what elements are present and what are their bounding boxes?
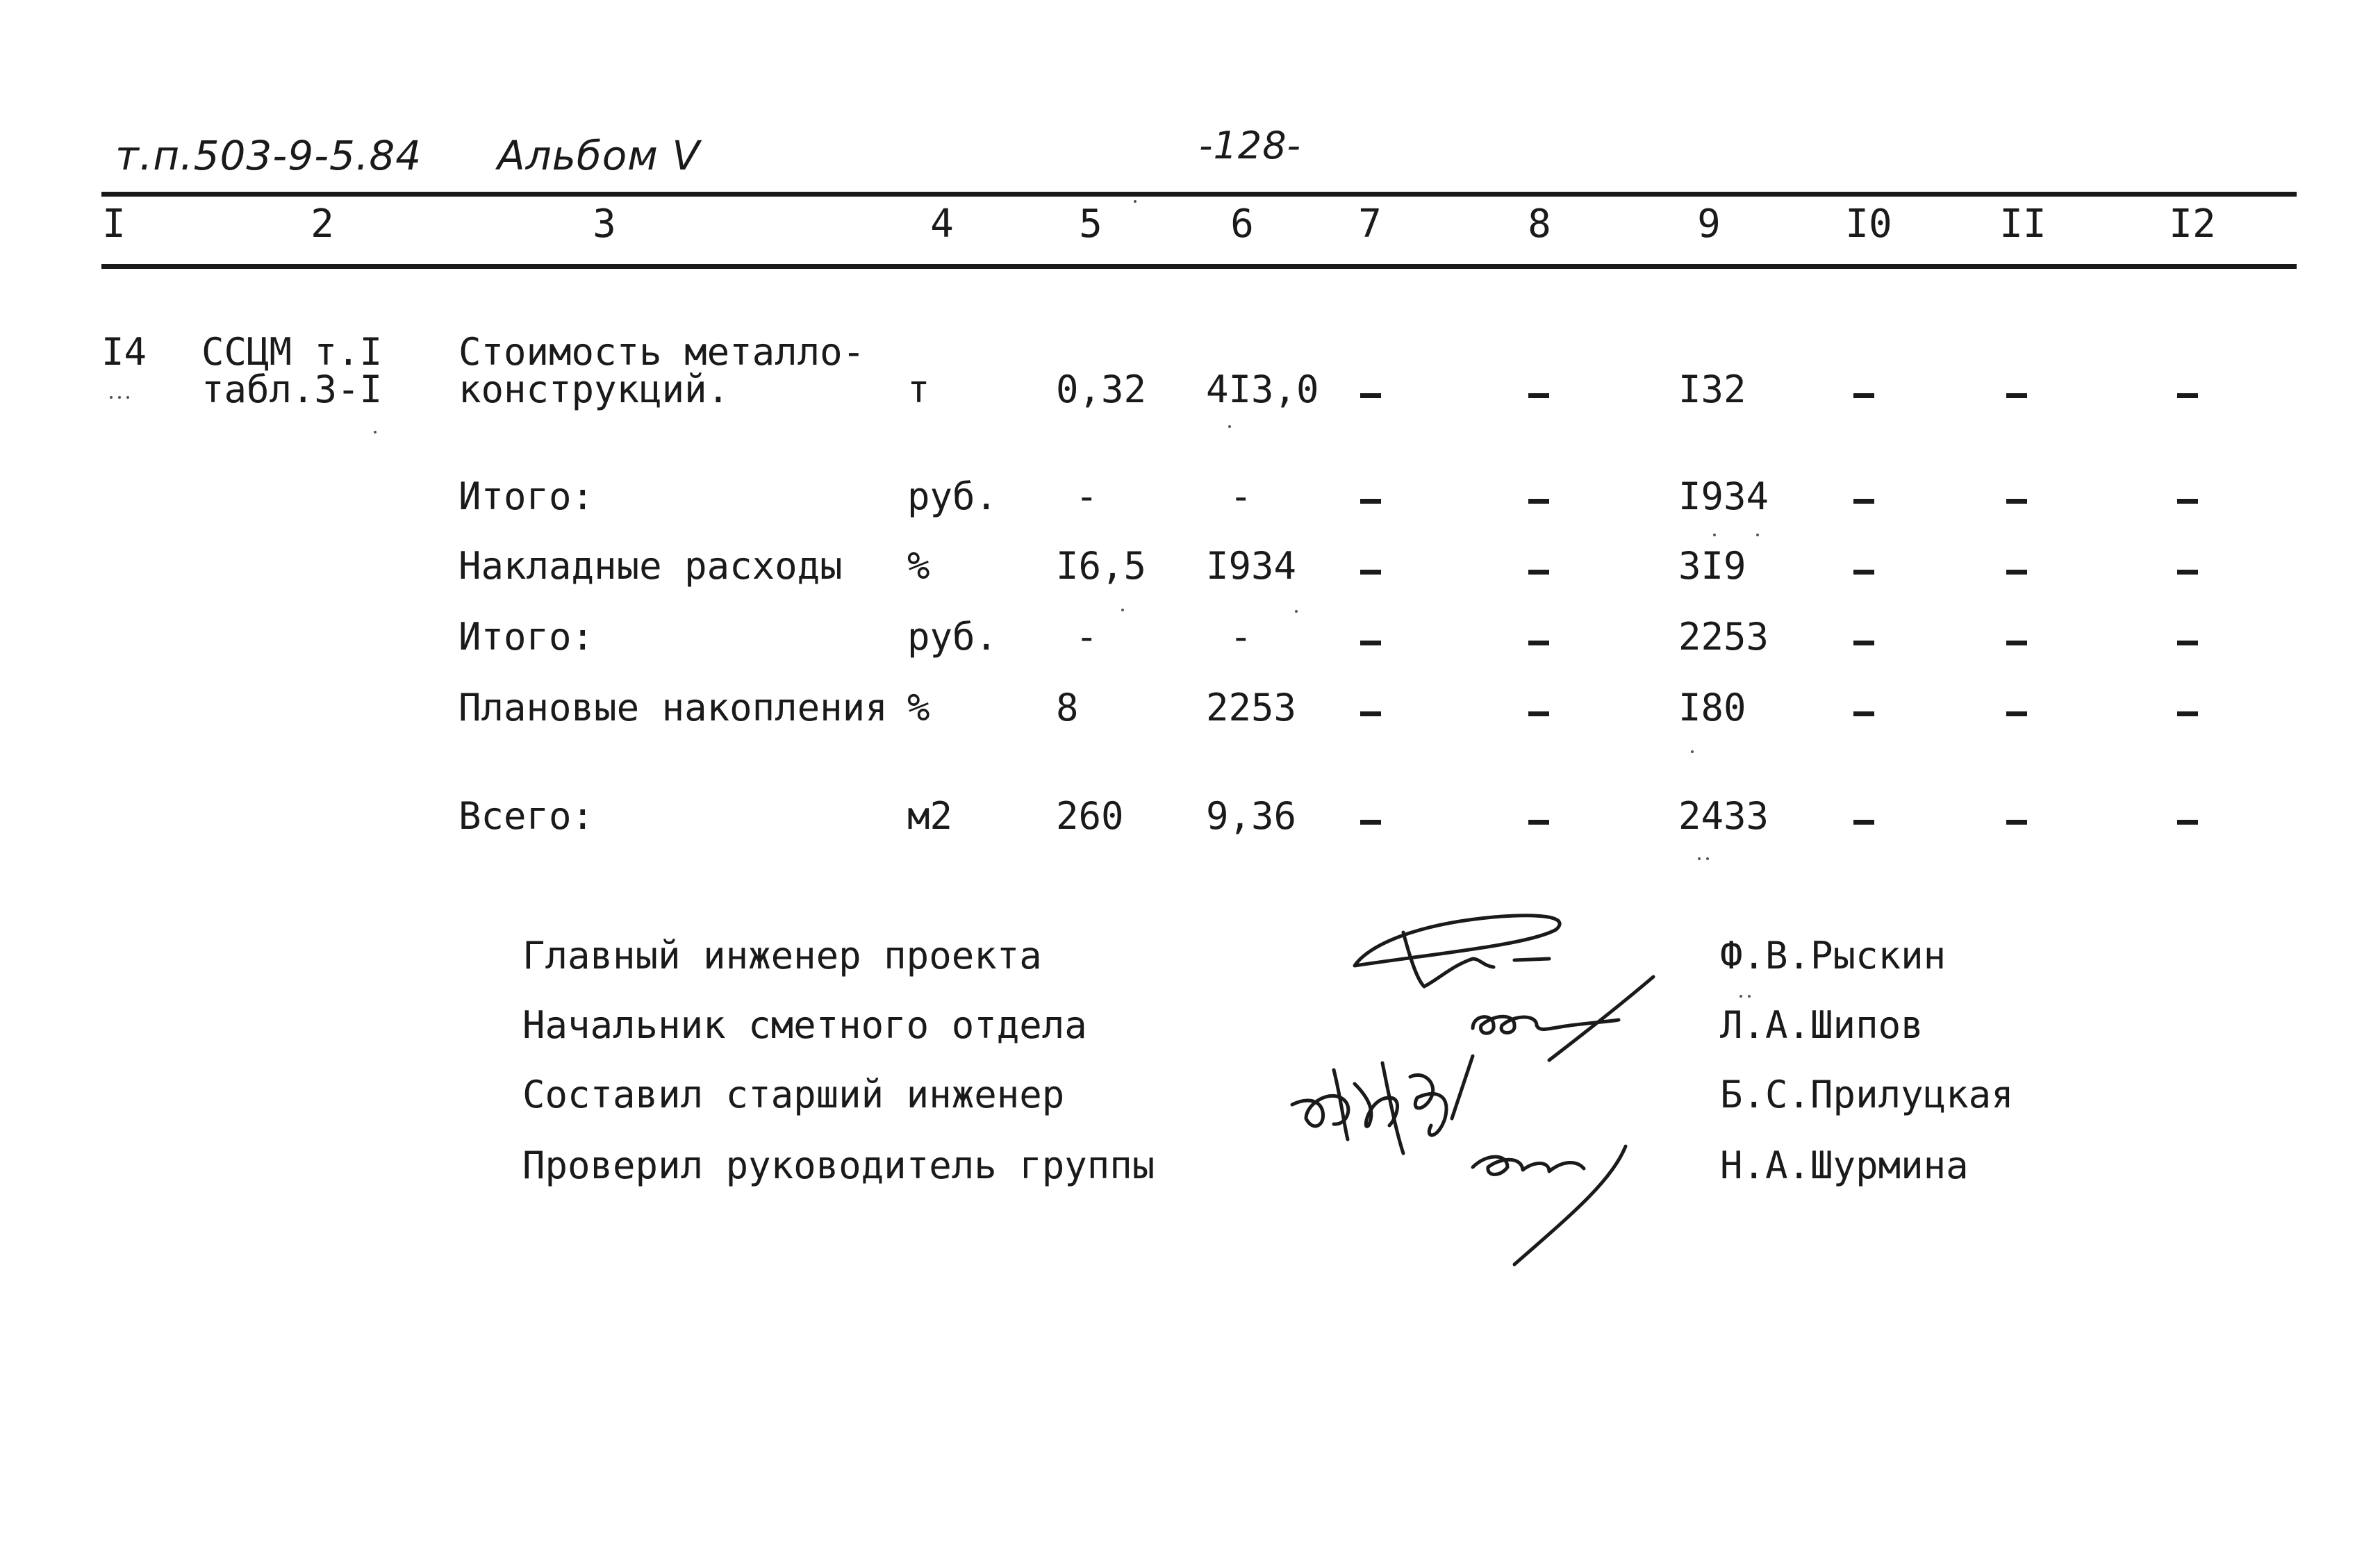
value-col6: I934 [1206, 544, 1297, 588]
signature-name-2: Л.А.Шипов [1720, 1003, 1924, 1047]
value-col5: - [1075, 615, 1098, 659]
unit: руб. [907, 475, 998, 518]
col-num-3: 3 [593, 201, 616, 247]
signature-role-3: Составил старший инженер [522, 1073, 1065, 1116]
page-number: -128- [1199, 124, 1302, 167]
col-num-11: II [1999, 201, 2047, 247]
col-num-12: I2 [2169, 201, 2216, 247]
value-col5: 0,32 [1056, 368, 1147, 411]
value-col5: - [1075, 475, 1098, 518]
value-col5: 260 [1056, 794, 1124, 838]
col-num-4: 4 [930, 201, 954, 247]
col-num-10: I0 [1845, 201, 1892, 247]
doc-code: т.п.503-9-5.84 [115, 132, 422, 179]
unit: % [907, 544, 930, 588]
value-col9: 2253 [1678, 615, 1769, 659]
col-num-9: 9 [1697, 201, 1721, 247]
col-num-7: 7 [1358, 201, 1382, 247]
unit: % [907, 686, 930, 729]
signature-name-3: Б.С.Прилуцкая [1720, 1073, 2014, 1116]
value-col9: 2433 [1678, 794, 1769, 838]
value-col9: 3I9 [1678, 544, 1746, 588]
value-col6: 2253 [1206, 686, 1297, 729]
item-name: Всего: [458, 794, 595, 838]
reference-line-1: ССЦМ т.I [201, 330, 383, 374]
col-num-5: 5 [1079, 201, 1102, 247]
unit: т [907, 368, 930, 411]
signature-role-4: Проверил руководитель группы [522, 1144, 1155, 1187]
value-col9: I32 [1678, 368, 1746, 411]
signature-role-2: Начальник сметного отдела [522, 1003, 1087, 1047]
reference-line-2: табл.3-I [201, 368, 383, 411]
unit: руб. [907, 615, 998, 659]
value-col6: 4I3,0 [1206, 368, 1319, 411]
col-num-8: 8 [1528, 201, 1551, 247]
value-col6: - [1230, 615, 1253, 659]
signature-role-1: Главный инженер проекта [522, 934, 1042, 978]
value-col5: I6,5 [1056, 544, 1147, 588]
value-col6: 9,36 [1206, 794, 1297, 838]
item-name-line-1: Стоимость металло- [458, 330, 866, 374]
item-name: Итого: [458, 615, 595, 659]
item-name: Плановые накопления [458, 686, 888, 729]
album-label: Альбом V [497, 132, 701, 179]
unit: м2 [907, 794, 953, 838]
signature-name-4: Н.А.Шурмина [1720, 1144, 1969, 1187]
value-col9: I934 [1678, 475, 1769, 518]
col-num-6: 6 [1230, 201, 1254, 247]
item-name: Накладные расходы [458, 544, 843, 588]
col-num-2: 2 [311, 201, 334, 247]
row-number: I4 [101, 330, 147, 374]
col-num-1: I [102, 201, 126, 247]
value-col5: 8 [1056, 686, 1079, 729]
value-col6: - [1230, 475, 1253, 518]
item-name: Итого: [458, 475, 595, 518]
signature-name-1: Ф.В.Рыскин [1720, 934, 1947, 978]
item-name-line-2: конструкций. [458, 368, 730, 411]
value-col9: I80 [1678, 686, 1746, 729]
